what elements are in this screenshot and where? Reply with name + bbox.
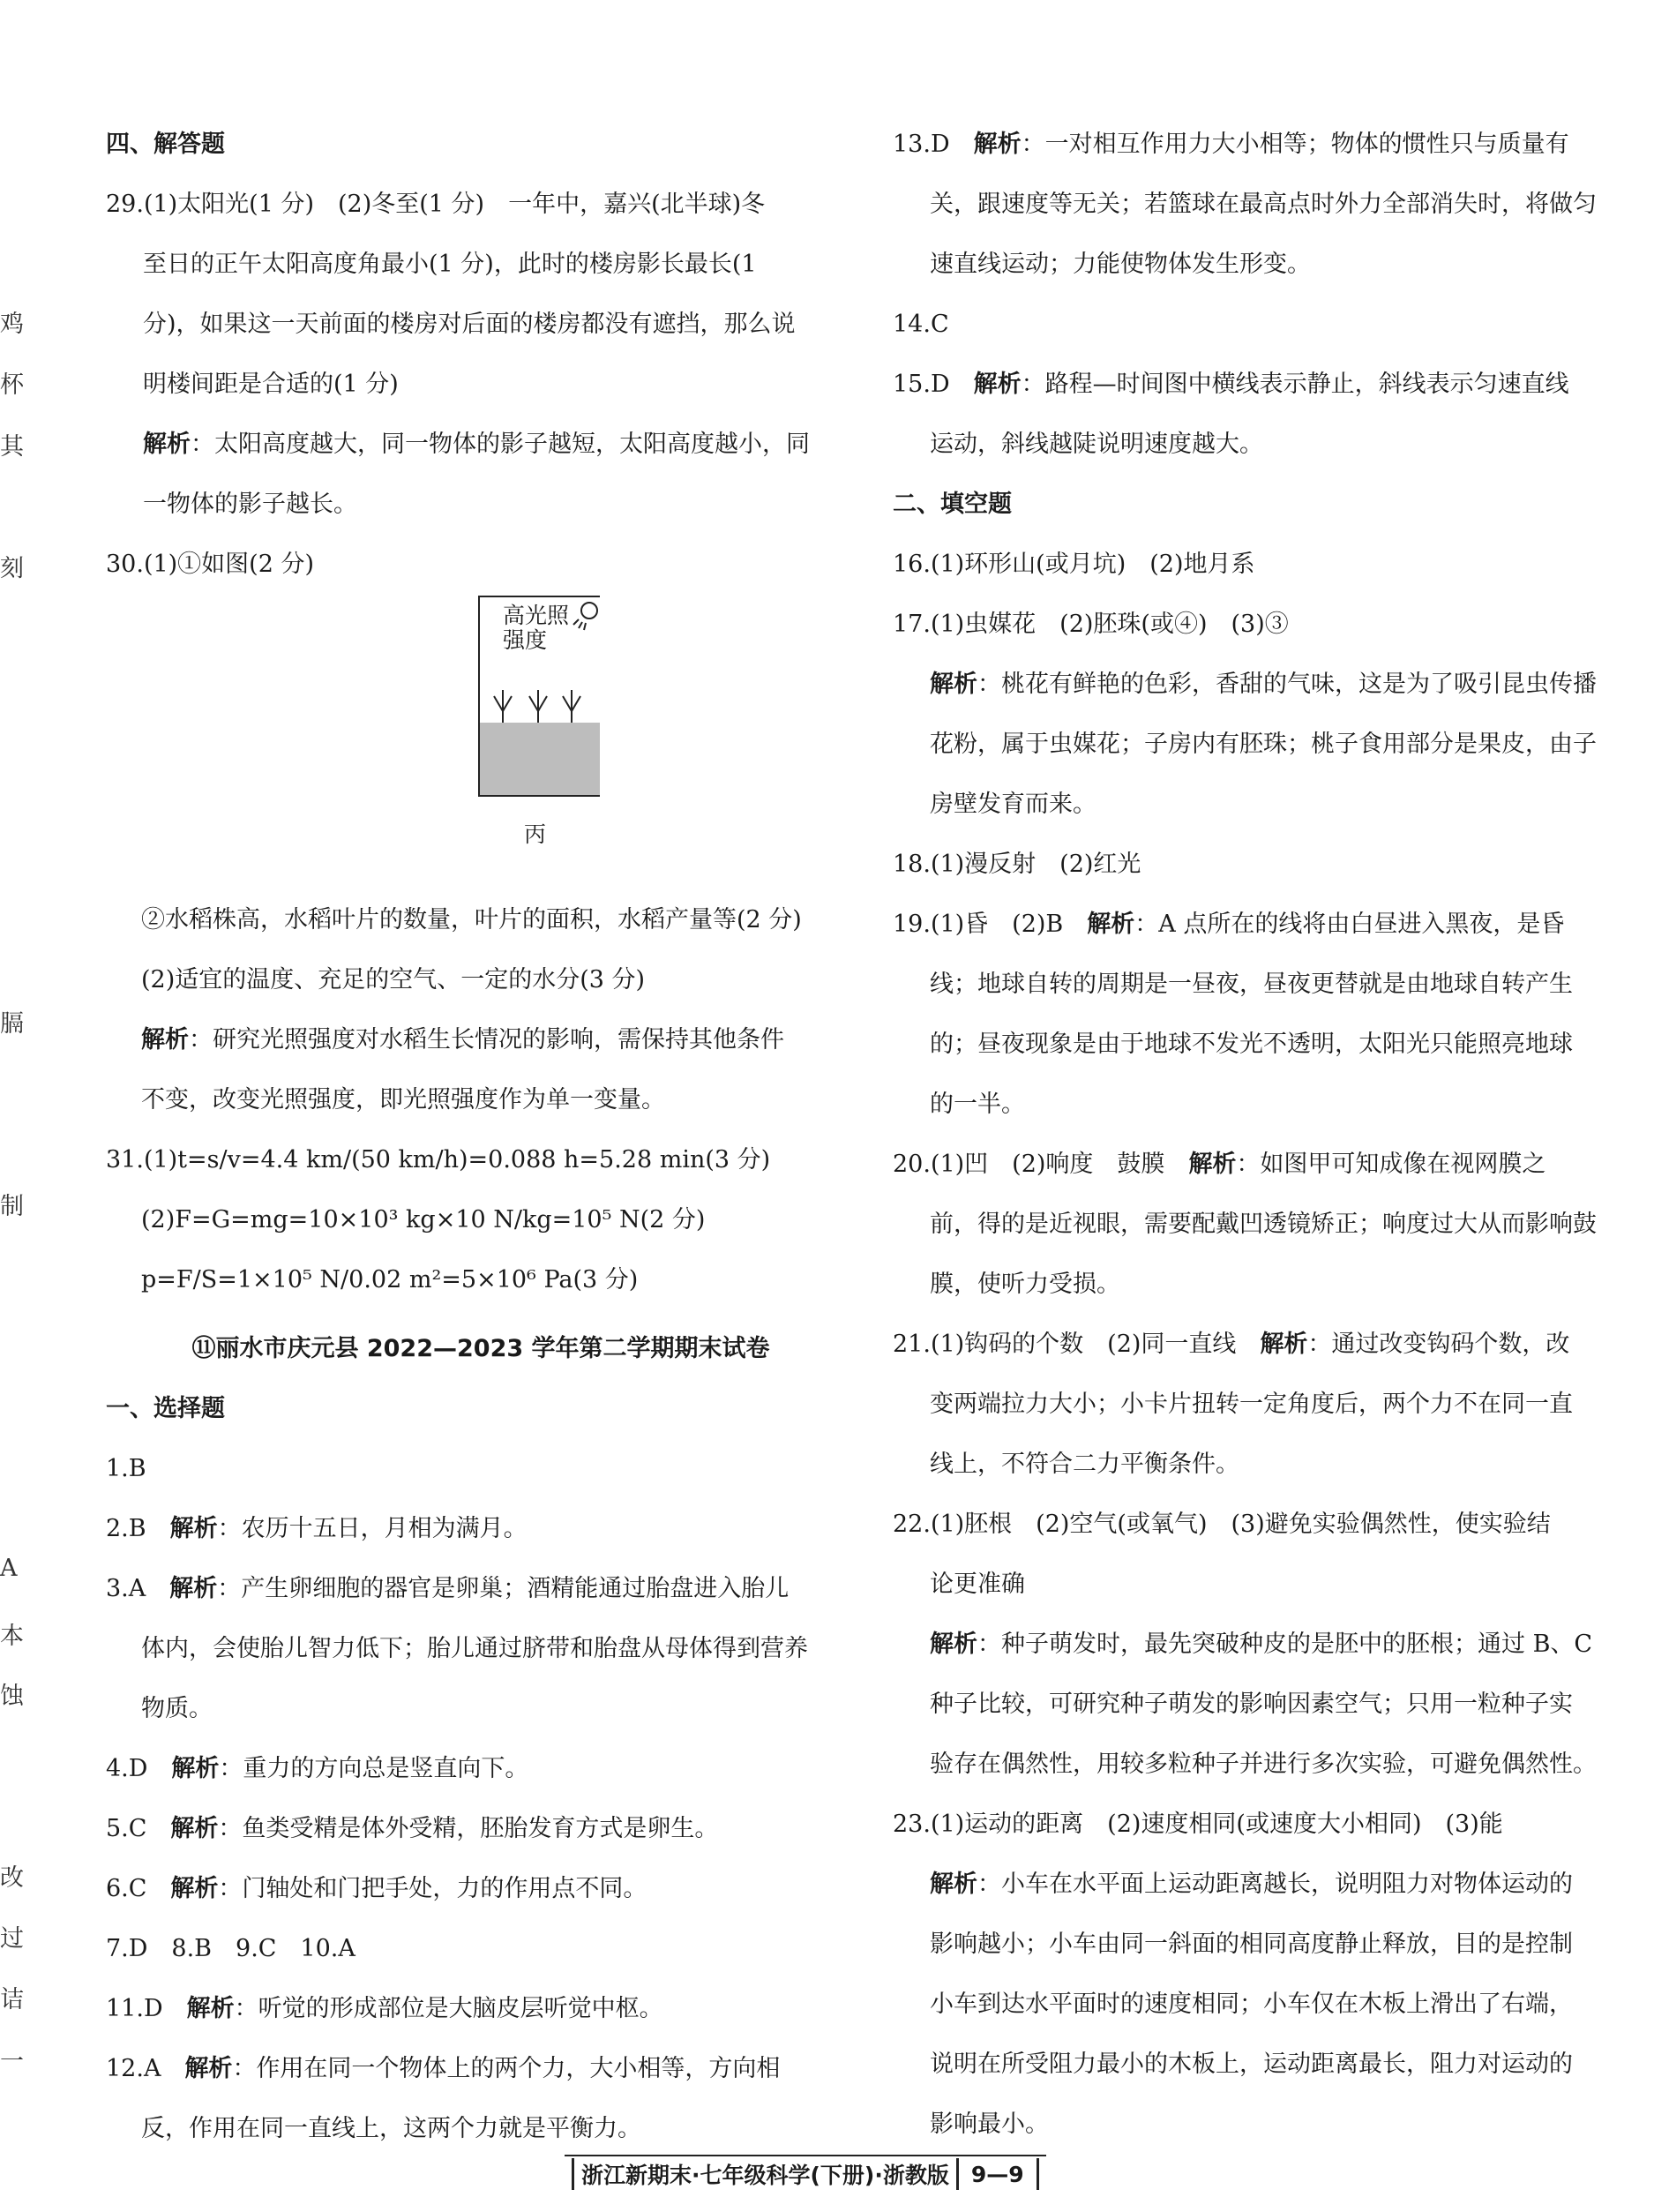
margin-char: 诘	[0, 1986, 24, 2013]
answer-line	[893, 1135, 1616, 1195]
analysis-text: ：路程—时间图中横线表示静止，斜线表示匀速直线	[1021, 371, 1569, 398]
rice-plant-icon	[494, 690, 580, 723]
page-footer	[565, 2155, 1046, 2192]
answer-line	[893, 115, 1616, 175]
answer-key: 20.(1)凹 (2)响度 鼓膜	[893, 1151, 1189, 1178]
answer-line: 16.(1)环形山(或月坑) (2)地月系	[893, 551, 1255, 578]
analysis-label: 解析	[171, 1755, 220, 1782]
analysis-line	[893, 1615, 1616, 1675]
analysis-text: ：农历十五日，月相为满月。	[217, 1515, 528, 1542]
analysis-line: 房壁发育而来。	[930, 791, 1096, 818]
answer-line: (2)适宜的温度、充足的空气、一定的水分(3 分)	[141, 966, 646, 994]
analysis-label: 解析	[184, 2055, 233, 2082]
analysis-line: 说明在所受阻力最小的木板上，运动距离最长，阻力对运动的	[930, 2051, 1573, 2078]
answer-line: 22.(1)胚根 (2)空气(或氧气) (3)避免实验偶然性，使实验结	[893, 1511, 1551, 1538]
analysis-text: ：研究光照强度对水稻生长情况的影响，需保持其他条件	[189, 1026, 784, 1054]
section-heading: 一、选择题	[106, 1395, 225, 1422]
answer-line: 18.(1)漫反射 (2)红光	[893, 851, 1141, 878]
analysis-text: ：A 点所在的线将由白昼进入黑夜，是昏	[1134, 911, 1565, 938]
margin-char: 一	[0, 2048, 24, 2075]
answer-key: 11.D	[106, 1995, 187, 2022]
analysis-text: ：鱼类受精是体外受精，胚胎发育方式是卵生。	[218, 1815, 719, 1842]
analysis-label: 解析	[973, 371, 1022, 398]
answer-line	[106, 1799, 829, 1859]
analysis-line: 线；地球自转的周期是一昼夜，昼夜更替就是由地球自转产生	[930, 971, 1573, 998]
answer-line	[893, 1315, 1616, 1375]
margin-char: 过	[0, 1925, 24, 1953]
answer-line	[106, 1739, 829, 1799]
analysis-label: 解析	[930, 1871, 977, 1898]
analysis-text: ：重力的方向总是竖直向下。	[219, 1755, 529, 1782]
answer-line: p=F/S=1×10⁵ N/0.02 m²=5×10⁶ Pa(3 分)	[141, 1266, 639, 1293]
answer-line	[893, 355, 1616, 415]
analysis-line: 不变，改变光照强度，即光照强度作为单一变量。	[141, 1086, 665, 1113]
analysis-line	[893, 655, 1616, 715]
answer-key: 2.B	[106, 1515, 170, 1542]
margin-char: 鸡	[0, 311, 24, 338]
answer-line	[106, 1859, 829, 1919]
answer-key: 21.(1)钩码的个数 (2)同一直线	[893, 1331, 1261, 1358]
right-column	[893, 115, 1616, 2155]
answer-line: 明楼间距是合适的(1 分)	[143, 371, 399, 398]
answer-key: 13.D	[893, 131, 974, 158]
answer-line: 1.B	[106, 1455, 146, 1482]
analysis-line: 反，作用在同一直线上，这两个力就是平衡力。	[141, 2115, 641, 2142]
answer-line: 至日的正午太阳高度角最小(1 分)，此时的楼房影长最长(1	[143, 251, 757, 278]
answer-line	[893, 895, 1616, 955]
margin-char: 制	[0, 1193, 24, 1220]
analysis-label: 解析	[143, 431, 191, 458]
footer-title: 浙江新期末·七年级科学(下册)·浙教版	[581, 2163, 949, 2188]
answer-key: 15.D	[893, 371, 974, 398]
margin-char: 改	[0, 1864, 24, 1892]
analysis-line	[106, 1010, 829, 1070]
analysis-label: 解析	[973, 131, 1022, 158]
analysis-text: ：小车在水平面上运动距离越长，说明阻力对物体运动的	[977, 1871, 1573, 1898]
analysis-label: 解析	[169, 1515, 218, 1542]
margin-char: 本	[0, 1623, 24, 1650]
analysis-label: 解析	[1087, 911, 1135, 938]
analysis-line: 的；昼夜现象是由于地球不发光不透明，太阳光只能照亮地球	[930, 1031, 1573, 1058]
margin-char: 杯	[0, 371, 24, 399]
analysis-line: 线上，不符合二力平衡条件。	[930, 1451, 1239, 1478]
answer-line: 分)，如果这一天前面的楼房对后面的楼房都没有遮挡，那么说	[143, 311, 796, 338]
answer-line: 29.(1)太阳光(1 分) (2)冬至(1 分) 一年中，嘉兴(北半球)冬	[106, 191, 766, 218]
analysis-text: ：门轴处和门把手处，力的作用点不同。	[218, 1875, 647, 1902]
analysis-label: 解析	[169, 1575, 218, 1602]
analysis-line: 速直线运动；力能使物体发生形变。	[930, 251, 1311, 278]
margin-char: A	[0, 1555, 18, 1582]
analysis-line: 关，跟速度等无关；若篮球在最高点时外力全部消失时，将做匀	[930, 191, 1597, 218]
analysis-line: 膜，使听力受损。	[930, 1271, 1120, 1298]
answer-line: 17.(1)虫媒花 (2)胚珠(或④) (3)③	[893, 611, 1289, 638]
analysis-line	[893, 1855, 1616, 1915]
analysis-text: ：作用在同一个物体上的两个力，大小相等，方向相	[232, 2055, 781, 2082]
analysis-label: 解析	[930, 671, 977, 698]
analysis-line: 运动，斜线越陡说明速度越大。	[930, 431, 1263, 458]
analysis-text: ：一对相互作用力大小相等；物体的惯性只与质量有	[1021, 131, 1569, 158]
analysis-text: ：桃花有鲜艳的色彩，香甜的气味，这是为了吸引昆虫传播	[977, 671, 1597, 698]
analysis-label: 解析	[1260, 1331, 1308, 1358]
answer-line	[106, 1559, 829, 1619]
footer-divider	[572, 2158, 574, 2190]
left-margin-fragments	[0, 0, 26, 2212]
answer-line: 论更准确	[930, 1571, 1025, 1598]
analysis-label: 解析	[170, 1815, 219, 1842]
analysis-line: 花粉，属于虫媒花；子房内有胚珠；桃子食用部分是果皮，由子	[930, 731, 1597, 758]
margin-char: 刻	[0, 555, 24, 582]
margin-char: 其	[0, 433, 24, 461]
analysis-line: 的一半。	[930, 1091, 1025, 1118]
answer-line: 14.C	[893, 311, 949, 338]
analysis-line: 前，得的是近视眼，需要配戴凹透镜矫正；响度过大从而影响鼓	[930, 1211, 1597, 1238]
analysis-label: 解析	[186, 1995, 235, 2022]
analysis-text: ：如图甲可知成像在视网膜之	[1236, 1151, 1546, 1178]
analysis-line: 小车到达水平面时的速度相同；小车仅在木板上滑出了右端，	[930, 1991, 1573, 2018]
section-heading: 二、填空题	[893, 491, 1012, 518]
soil-region	[480, 723, 600, 795]
answer-key: 12.A	[106, 2055, 185, 2082]
analysis-line: 物质。	[141, 1695, 213, 1722]
analysis-line: 验存在偶然性，用较多粒种子并进行多次实验，可避免偶然性。	[930, 1751, 1597, 1778]
answer-line: 7.D 8.B 9.C 10.A	[106, 1935, 355, 1962]
answer-line	[106, 2039, 829, 2099]
footer-divider	[956, 2158, 959, 2190]
analysis-line: 影响越小；小车由同一斜面的相同高度静止释放，目的是控制	[930, 1931, 1573, 1958]
analysis-line: 变两端拉力大小；小卡片扭转一定角度后，两个力不在同一直	[930, 1391, 1573, 1418]
exam-title: ⑪丽水市庆元县 2022—2023 学年第二学期期末试卷	[191, 1335, 770, 1362]
section-heading: 四、解答题	[106, 131, 225, 158]
answer-line	[106, 1499, 829, 1559]
analysis-line: 种子比较，可研究种子萌发的影响因素空气；只用一粒种子实	[930, 1691, 1573, 1718]
margin-char: 膈	[0, 1010, 24, 1038]
left-column	[106, 115, 829, 2159]
analysis-text: ：太阳高度越大，同一物体的影子越短，太阳高度越小，同	[191, 431, 810, 458]
diagram-label: 高光照	[503, 603, 570, 628]
analysis-line: 一物体的影子越长。	[143, 491, 357, 518]
diagram-label: 强度	[503, 627, 548, 653]
answer-key: 4.D	[106, 1755, 172, 1782]
answer-key: 19.(1)昏 (2)B	[893, 911, 1088, 938]
answer-line: 31.(1)t=s/v=4.4 km/(50 km/h)=0.088 h=5.28 min(3 分)	[106, 1146, 771, 1173]
answer-line: 30.(1)①如图(2 分)	[106, 551, 315, 578]
analysis-text: ：听觉的形成部位是大脑皮层听觉中枢。	[234, 1995, 663, 2022]
analysis-line	[106, 415, 829, 475]
analysis-line: 影响最小。	[930, 2111, 1049, 2138]
diagram-caption: 丙	[524, 821, 547, 847]
margin-char: 蚀	[0, 1683, 24, 1710]
analysis-text: ：产生卵细胞的器官是卵巢；酒精能通过胎盘进入胎儿	[217, 1575, 790, 1602]
answer-line: (2)F=G=mg=10×10³ kg×10 N/kg=10⁵ N(2 分)	[141, 1206, 706, 1233]
analysis-label: 解析	[141, 1026, 189, 1054]
rice-light-diagram	[106, 595, 829, 890]
answer-line: 23.(1)运动的距离 (2)速度相同(或速度大小相同) (3)能	[893, 1811, 1503, 1838]
footer-divider	[1037, 2158, 1039, 2190]
sun-icon	[573, 603, 597, 630]
analysis-text: ：通过改变钩码个数，改	[1307, 1331, 1570, 1358]
analysis-text: ：种子萌发时，最先突破种皮的是胚中的胚根；通过 B、C	[977, 1631, 1593, 1658]
answer-line	[106, 1979, 829, 2039]
answer-key: 3.A	[106, 1575, 170, 1602]
analysis-line: 体内，会使胎儿智力低下；胎儿通过脐带和胎盘从母体得到营养	[141, 1635, 808, 1662]
page-number: 9—9	[970, 2161, 1024, 2187]
answer-line: ②水稻株高，水稻叶片的数量，叶片的面积，水稻产量等(2 分)	[141, 906, 802, 934]
analysis-label: 解析	[1188, 1151, 1237, 1178]
analysis-label: 解析	[170, 1875, 219, 1902]
analysis-label: 解析	[930, 1631, 977, 1658]
answer-key: 5.C	[106, 1815, 171, 1842]
answer-key: 6.C	[106, 1875, 171, 1902]
